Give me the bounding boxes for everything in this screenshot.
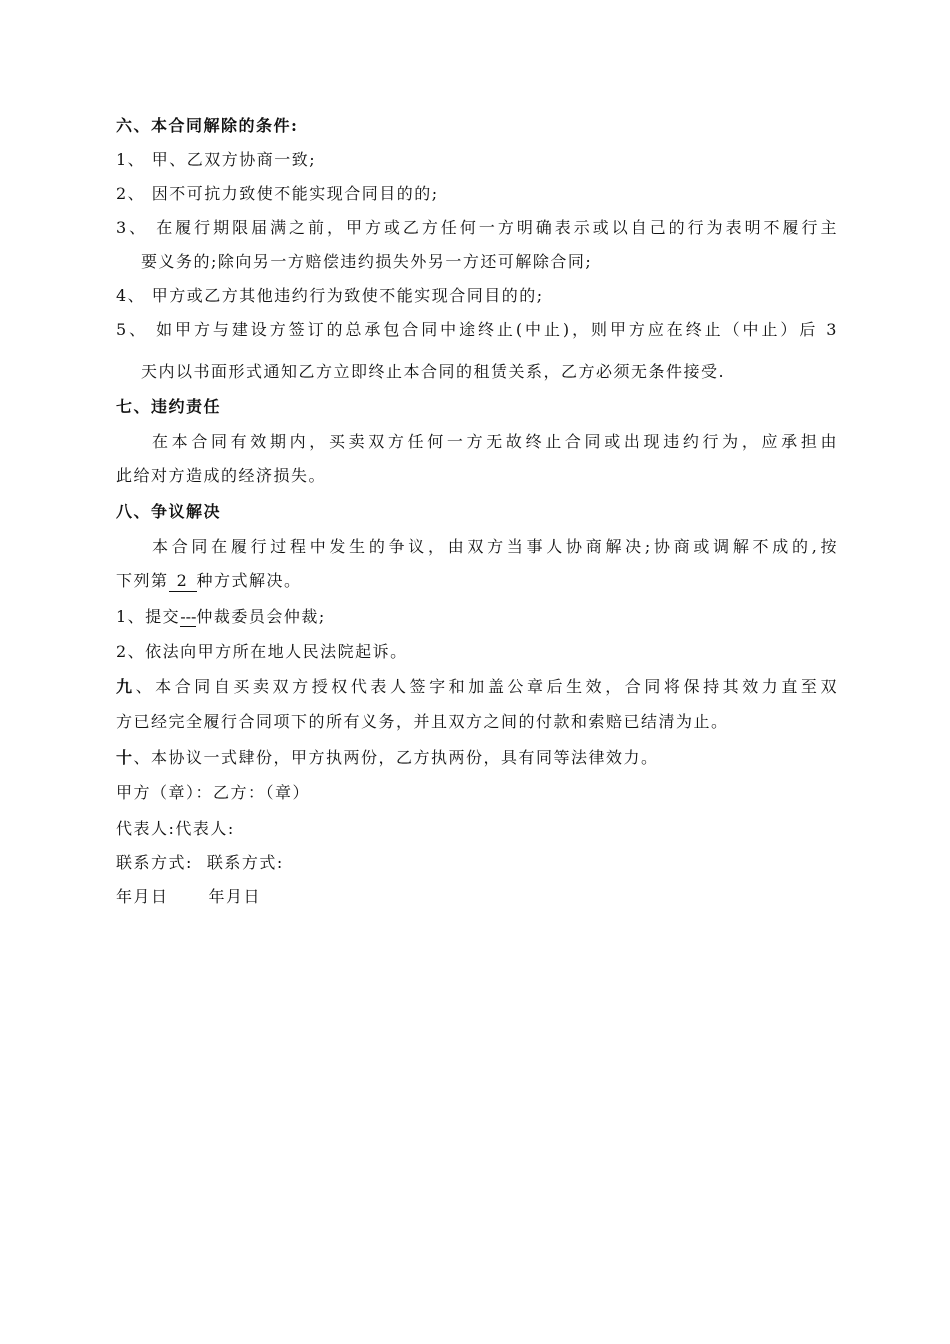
section-eight-option-2: 2、依法向甲方所在地人民法院起诉。 [116, 642, 408, 661]
section-six-item-3-line2: 要义务的;除向另一方赔偿违约损失外另一方还可解除合同; [141, 252, 593, 271]
section-six-item-4: 4、 甲方或乙方其他违约行为致使不能实现合同目的的; [116, 286, 544, 305]
section-seven-para-line1: 在本合同有效期内，买卖双方任何一方无故终止合同或出现违约行为，应承担由 [152, 432, 838, 451]
section-six-item-1: 1、 甲、乙双方协商一致; [116, 150, 317, 169]
party-b-seal: 乙方：（章） [213, 783, 311, 802]
party-b-contact: 联系方式: [206, 853, 284, 872]
section-nine-label: 九 [116, 677, 136, 696]
section-nine-line1 [116, 677, 838, 697]
section-eight-para-line1: 本合同在履行过程中发生的争议，由双方当事人协商解决;协商或调解不成的,按 [152, 537, 838, 556]
party-b-representative: 代表人: [175, 819, 235, 838]
section-seven-para-line2: 此给对方造成的经济损失。 [116, 466, 327, 485]
method-prefix: 下列第 [116, 571, 169, 590]
party-a-contact: 联系方式: [116, 853, 193, 872]
section-eight-para-line2 [116, 571, 302, 592]
signature-contact-row [116, 853, 284, 873]
section-eight-heading: 八、争议解决 [116, 502, 222, 521]
section-six-item-5-line1: 5、 如甲方与建设方签订的总承包合同中途终止(中止)，则甲方应在终止（中止）后 3 [116, 320, 838, 339]
arbitration-blank: --- [180, 607, 197, 626]
option-1-suffix: 仲裁委员会仲裁; [196, 607, 326, 626]
section-ten-text: 、本协议一式肆份，甲方执两份，乙方执两份，具有同等法律效力。 [133, 748, 659, 767]
signature-date-row [116, 887, 261, 907]
section-eight-option-1 [116, 607, 326, 627]
section-six-item-3-line1: 3、 在履行期限届满之前，甲方或乙方任何一方明确表示或以自己的行为表明不履行主 [116, 218, 838, 237]
signature-seal-row [116, 783, 310, 803]
method-suffix: 种方式解决。 [196, 571, 302, 590]
section-ten-label: 十 [116, 748, 134, 767]
party-b-date: 年月日 [208, 887, 262, 906]
method-choice-blank: 2 [169, 571, 197, 592]
section-ten [116, 748, 659, 768]
section-six-item-2: 2、 因不可抗力致使不能实现合同目的的; [116, 184, 439, 203]
section-seven-heading: 七、违约责任 [116, 397, 222, 416]
signature-representative-row [116, 819, 235, 839]
party-a-date: 年月日 [116, 887, 169, 906]
section-nine-text1: 、本合同自买卖双方授权代表人签字和加盖公章后生效，合同将保持其效力直至双 [135, 677, 838, 696]
party-a-seal: 甲方（章）： [116, 783, 214, 802]
section-nine-line2: 方已经完全履行合同项下的所有义务，并且双方之间的付款和索赔已结清为止。 [116, 712, 729, 731]
option-1-prefix: 1、提交 [116, 607, 181, 626]
section-six-item-5-line2: 天内以书面形式通知乙方立即终止本合同的租赁关系，乙方必须无条件接受. [141, 362, 726, 381]
party-a-representative: 代表人: [116, 819, 176, 838]
section-six-heading: 六、本合同解除的条件: [116, 116, 299, 135]
